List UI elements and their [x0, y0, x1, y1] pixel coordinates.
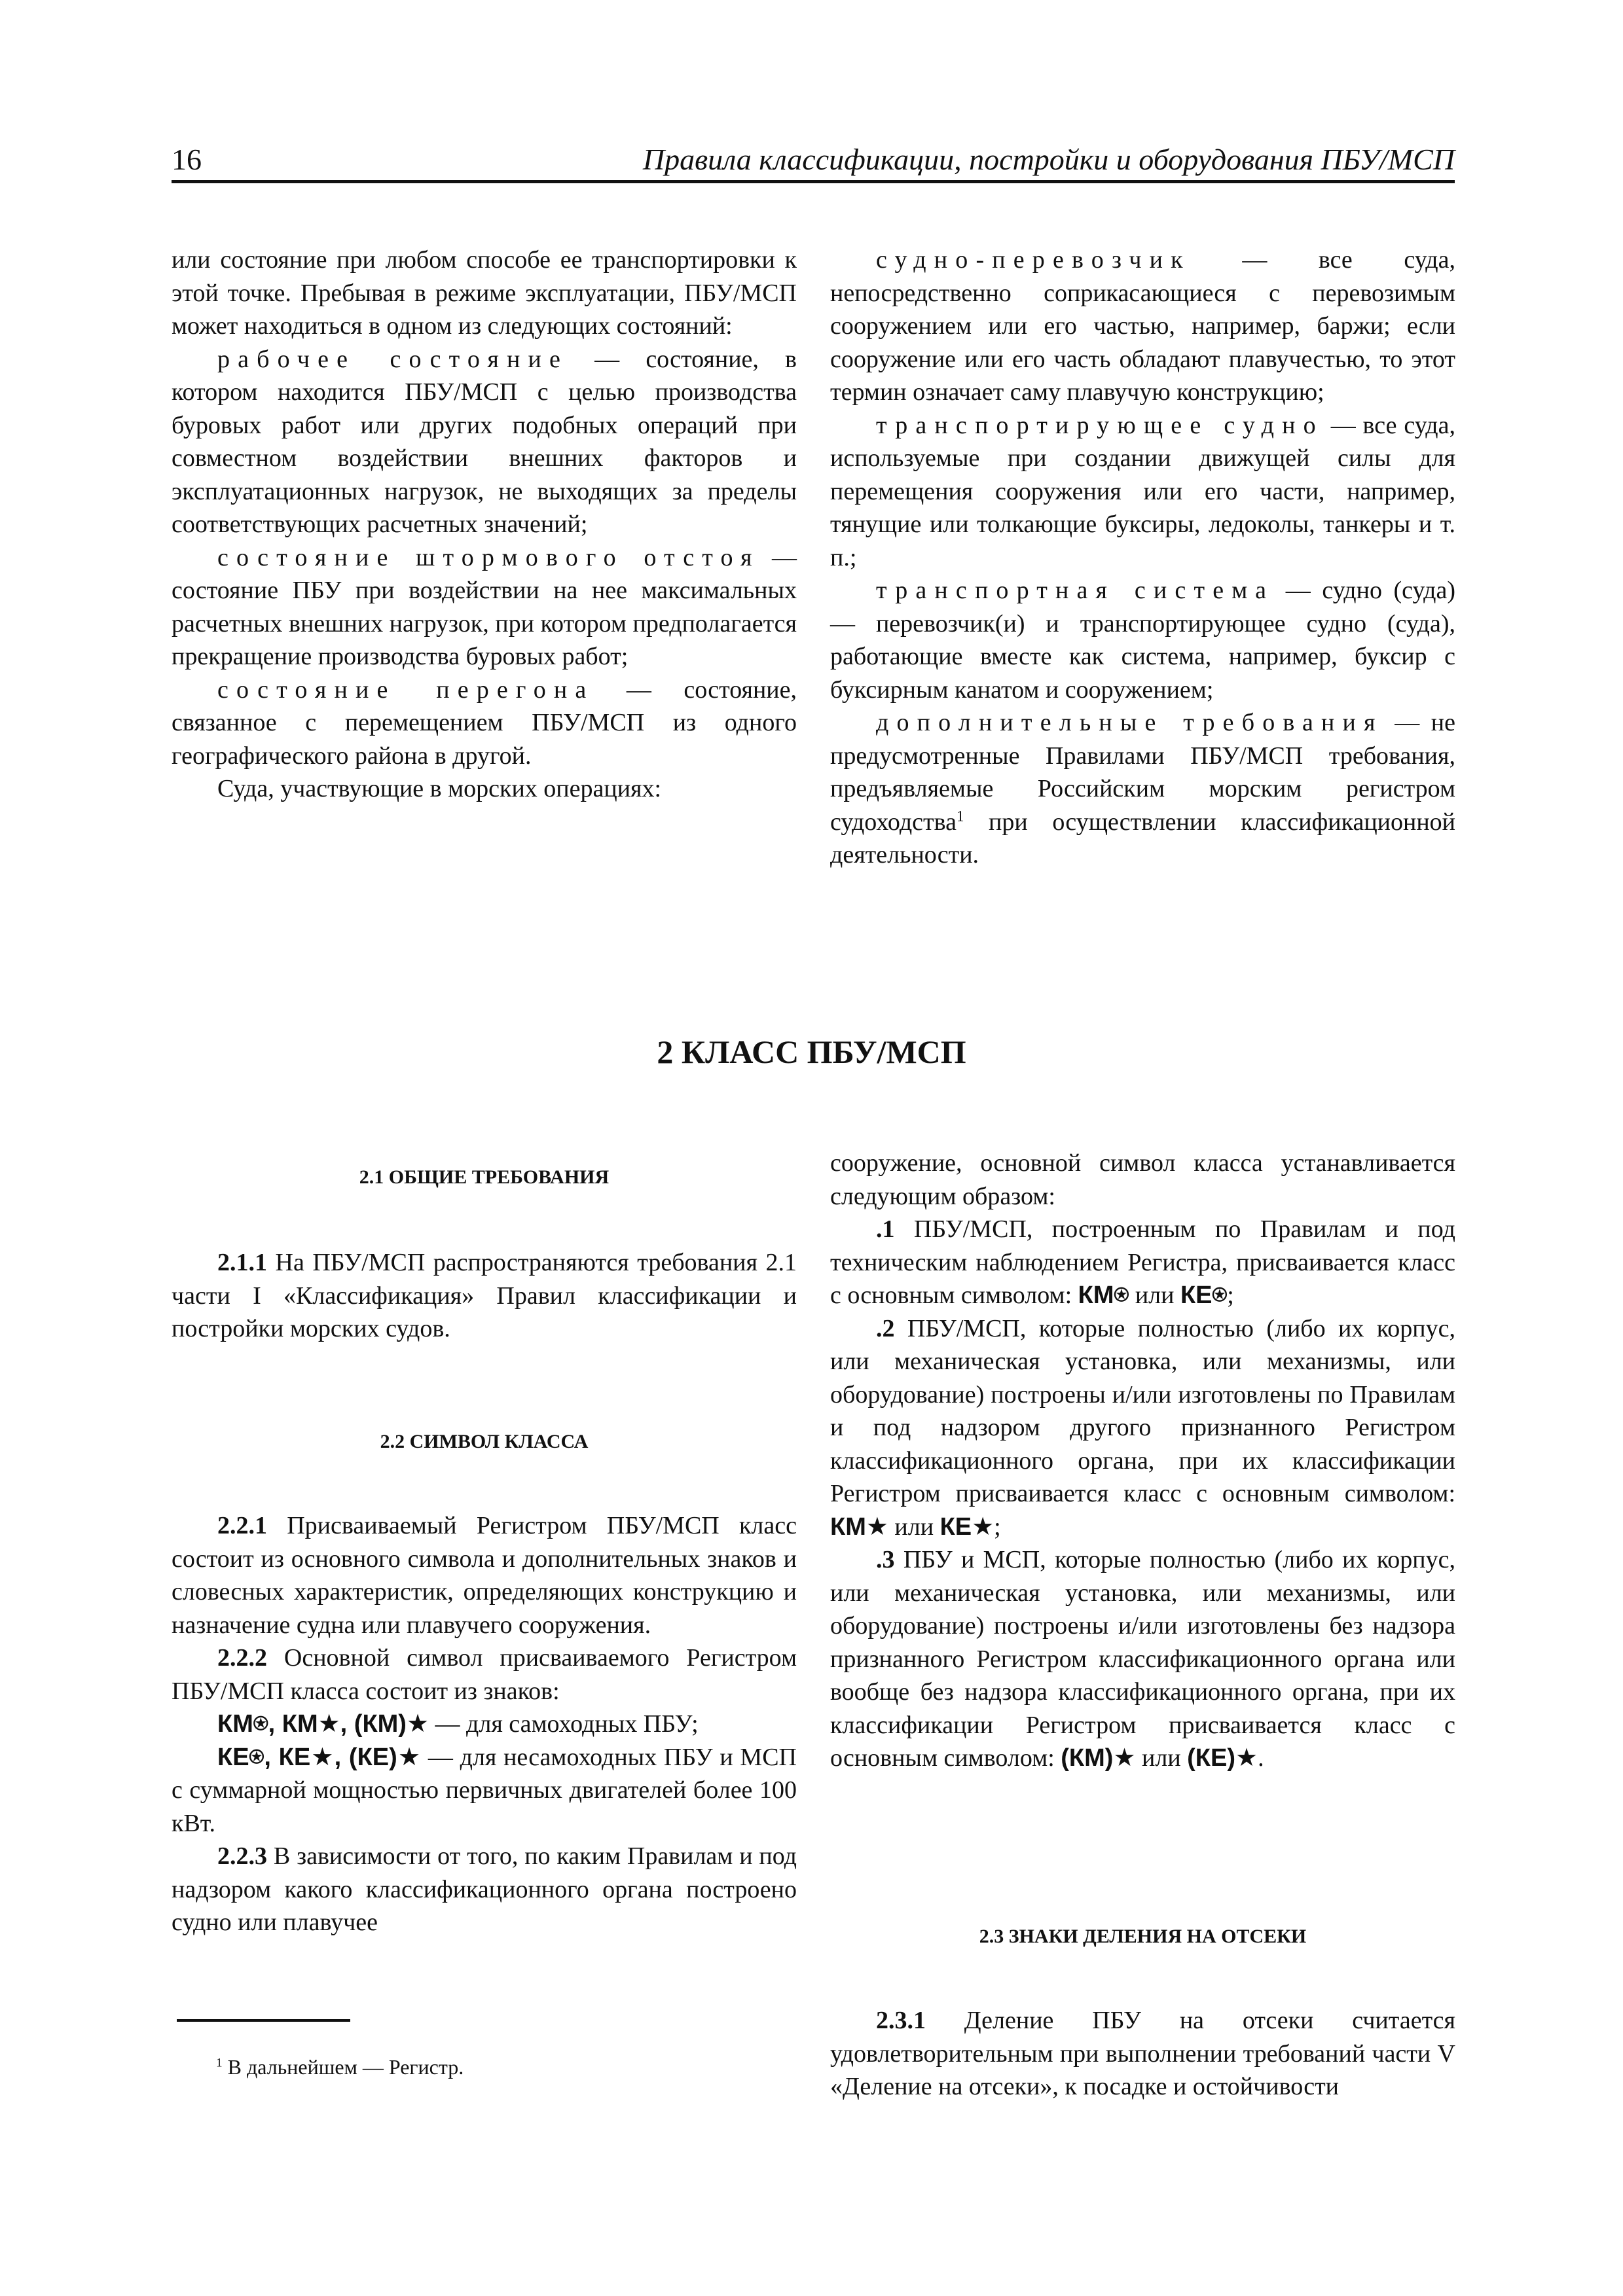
para-number: 2.1.1: [217, 1249, 267, 1276]
symbol-line-non-self-propelled: КЕ⍟, КЕ★, (КЕ)★ — для несамоходных ПБУ и МСП с суммарной мощностью первичных двигателей более 100 кВт.: [172, 1743, 797, 1837]
item-number: .2: [876, 1314, 895, 1342]
definition-working-state: рабочее состояние — состояние, в котором находится ПБУ/МСП с целью производства буровых работ или других подобных операций при совместном воздействии внешних факторов и эксплуатационных нагрузок, не выходящих за пределы соответствующих расчетных значений;: [172, 345, 797, 538]
section-2-2-body: [172, 1509, 797, 1939]
para-2-1-1-block: [172, 1246, 797, 1346]
class-symbols: КЕ⍟, КЕ★, (КЕ)★: [217, 1743, 422, 1771]
section-heading-2-3: 2.3 ЗНАКИ ДЕЛЕНИЯ НА ОТСЕКИ: [979, 1926, 1307, 1947]
class-symbol: КМ⍟: [1078, 1282, 1129, 1309]
item-number: .1: [876, 1215, 895, 1243]
item-3: .3 ПБУ и МСП, которые полностью (либо их корпус, или механическая установка, или механизмы, или оборудование) построены и/или изготовлены без надзора признанного Регистром классификационного органа или вообще без надзора классификационного органа, при их классификации Регистром присваивается класс с основным символом: (КМ)★ или (КЕ)★.: [830, 1546, 1455, 1772]
section-heading-2-1: 2.1 ОБЩИЕ ТРЕБОВАНИЯ: [359, 1166, 610, 1188]
running-header: [172, 139, 1455, 183]
paragraph-2-3-1: 2.3.1 Деление ПБУ на отсеки считается удовлетворительным при выполнении требований части V «Деление на отсеки», к посадке и остойчивости: [830, 2007, 1455, 2100]
definition-additional-requirements: дополнительные требования — не предусмотренные Правилами ПБУ/МСП требования, предъявляемые Российским морским регистром судоходства$^1$ при осуществлении классификационной деятельности.: [830, 709, 1456, 869]
paragraph-2-1-1: 2.1.1 На ПБУ/МСП распространяются требования 2.1 части I «Классификация» Правил классификации и постройки морских судов.: [172, 1249, 797, 1342]
paragraph-continuation: или состояние при любом способе ее транспортировки к этой точке. Пребывая в режиме эксплуатации, ПБУ/МСП может находиться в одном из следующих состояний:: [172, 246, 797, 340]
footnote: $^1$ В дальнейшем — Регистр.: [216, 2055, 464, 2079]
footnote-separator: [177, 2019, 350, 2022]
class-symbol: (КМ)★: [1061, 1744, 1136, 1772]
para-number: 2.2.2: [217, 1644, 267, 1672]
term: дополнительные требования: [876, 709, 1383, 736]
para-number: 2.2.1: [217, 1512, 267, 1539]
para-2-3-1-block: [830, 2004, 1455, 2104]
definition-carrier-vessel: судно-перевозчик — все суда, непосредственно соприкасающиеся с перевозимым сооружением или его частью, например, баржи; если сооружение или его часть обладают плавучестью, то этот термин означает саму плавучую конструкцию;: [830, 246, 1455, 406]
paragraph-2-2-2: 2.2.2 Основной символ присваиваемого Регистром ПБУ/МСП класса состоит из знаков:: [172, 1644, 797, 1705]
class-symbol: КЕ★: [939, 1513, 994, 1541]
class-symbol: (КЕ)★: [1187, 1744, 1258, 1772]
item-2: .2 ПБУ/МСП, которые полностью (либо их корпус, или механическая установка, или механизмы, или оборудование) построены и/или изготовлены по Правилам и под надзором другого признанного Регистром классификационного органа, при их классификации Регистром присваивается класс с основным символом: КМ★ или КЕ★;: [830, 1314, 1455, 1541]
term: состояние перегона: [217, 675, 594, 704]
paragraph-2-2-3: 2.2.3 В зависимости от того, по каким Правилам и под надзором какого классификационного органа построено судно или плавучее: [172, 1842, 797, 1936]
lower-right-column: [830, 1147, 1455, 1775]
paragraph-2-2-1: 2.2.1 Присваиваемый Регистром ПБУ/МСП класс состоит из основного символа и дополнительных знаков и словесных характеристик, определяющих конструкцию и назначение судна или плавучего сооружения.: [172, 1512, 797, 1639]
class-symbol: КМ★: [830, 1513, 888, 1541]
definition-transporting-vessel: транспортирующее судно — все суда, используемые при создании движущей силы для перемещения сооружения или его части, например, тянущие или толкающие буксиры, ледоколы, танкеры и т. п.;: [830, 411, 1455, 571]
term: рабочее состояние: [217, 345, 569, 373]
term: состояние штормового отстоя: [217, 543, 760, 571]
definition-transit-state: состояние перегона — состояние, связанное с перемещением ПБУ/МСП из одного географического района в другой.: [172, 675, 797, 770]
term: транспортирующее судно: [876, 411, 1324, 439]
top-right-column: [830, 243, 1455, 872]
symbol-line-self-propelled: КМ⍟, КМ★, (КМ)★ — для самоходных ПБУ;: [217, 1710, 699, 1738]
footnote-mark: 1: [216, 2056, 223, 2070]
item-1: .1 ПБУ/МСП, построенным по Правилам и под техническим наблюдением Регистра, присваивается класс с основным символом: КМ⍟ или КЕ⍟;: [830, 1215, 1455, 1309]
definition-storm-state: состояние штормового отстоя — состояние ПБУ при воздействии на нее максимальных расчетных внешних нагрузок, при котором предполагается прекращение производства буровых работ;: [172, 543, 797, 670]
term: транспортная система: [876, 577, 1275, 604]
definition-transport-system: транспортная система — судно (суда) — перевозчик(и) и транспортирующее судно (суда), работающие вместе как система, например, буксир с буксирным канатом и сооружением;: [830, 577, 1456, 704]
page-number: 16: [172, 143, 202, 176]
class-symbols: КМ⍟, КМ★, (КМ)★: [217, 1710, 429, 1738]
section-heading-2-2: 2.2 СИМВОЛ КЛАССА: [380, 1431, 589, 1452]
class-symbol: КЕ⍟: [1180, 1282, 1228, 1309]
paragraph: Суда, участвующие в морских операциях:: [217, 775, 662, 802]
item-number: .3: [876, 1546, 895, 1573]
para-number: 2.3.1: [876, 2007, 926, 2034]
top-left-column: [172, 243, 797, 806]
chapter-title: 2 КЛАСС ПБУ/МСП: [657, 1033, 966, 1070]
footnote-ref: 1: [956, 807, 964, 824]
term: судно-перевозчик: [876, 246, 1191, 274]
para-number: 2.2.3: [217, 1842, 267, 1870]
running-title: Правила классификации, постройки и оборудования ПБУ/МСП: [642, 143, 1455, 176]
paragraph-continuation: сооружение, основной символ класса устанавливается следующим образом:: [830, 1149, 1455, 1210]
